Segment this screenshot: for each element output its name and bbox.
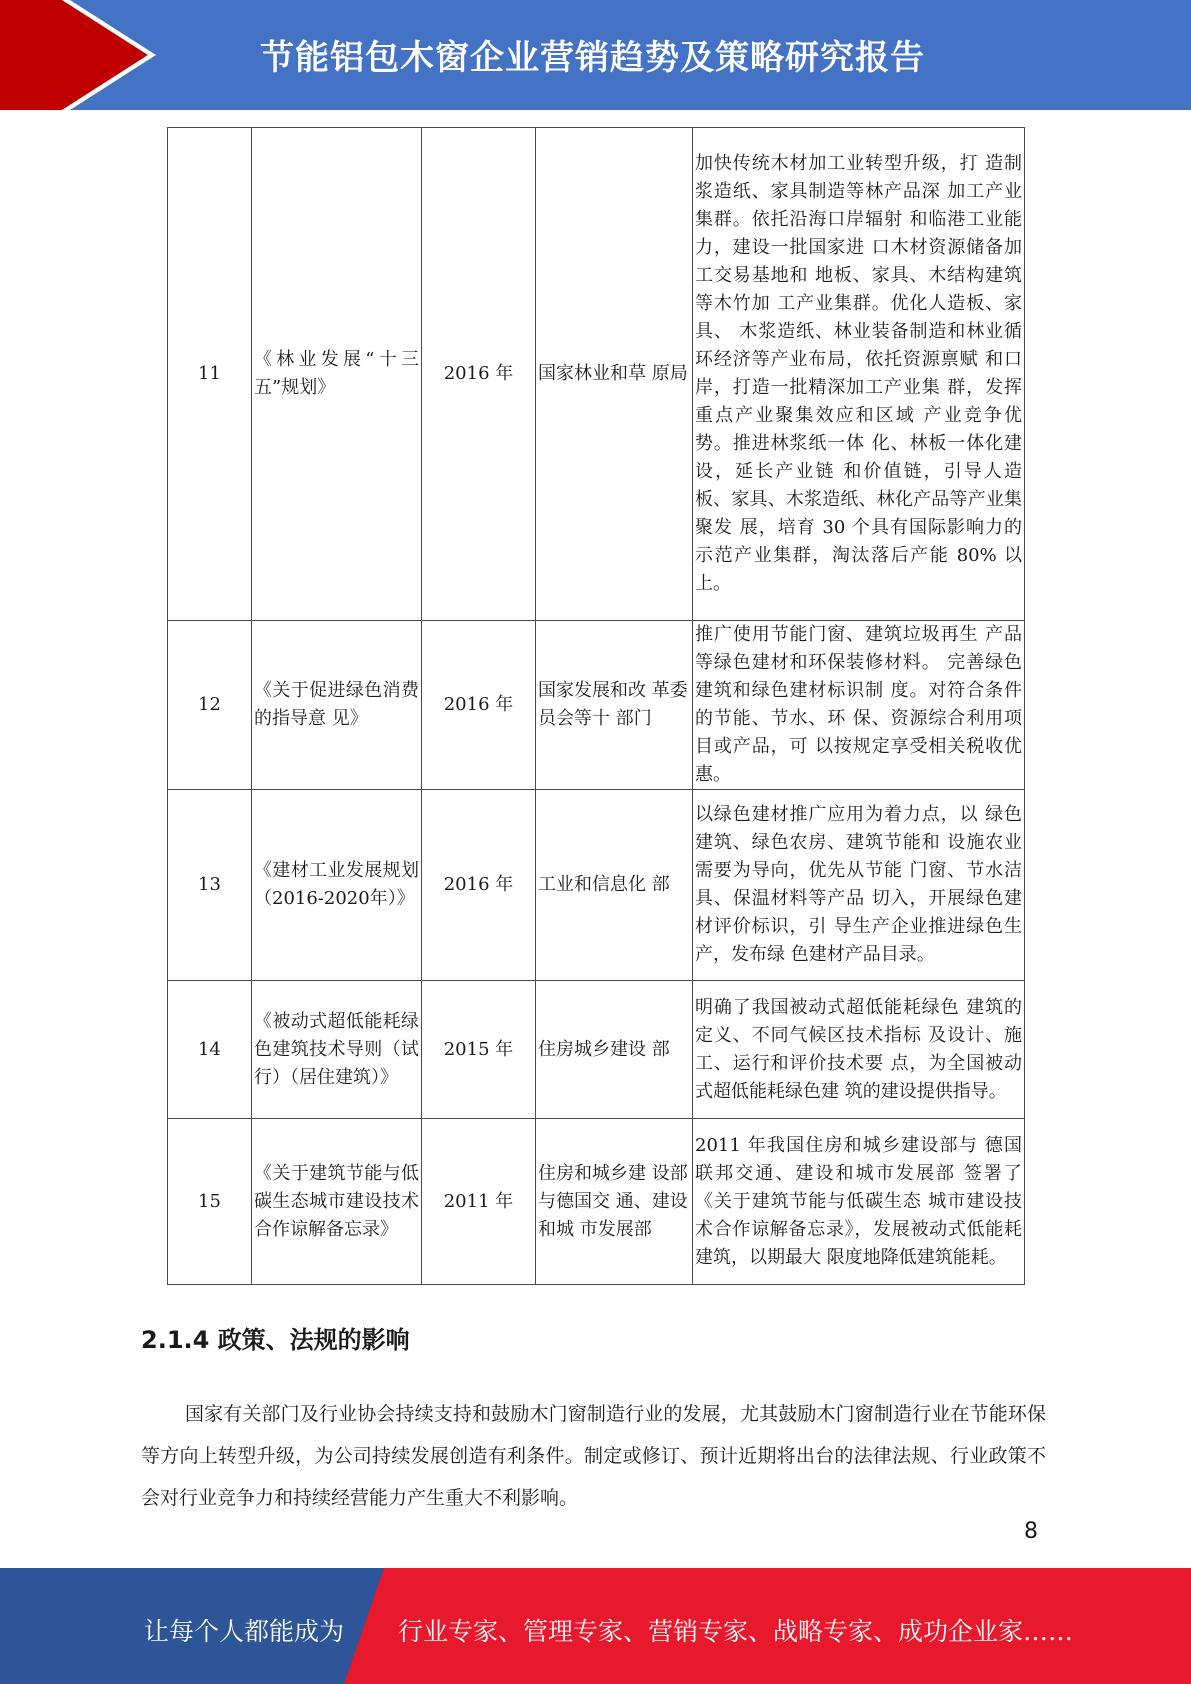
row-number: 13 <box>168 790 252 981</box>
policy-year: 2016 年 <box>422 621 536 790</box>
table-row <box>168 981 1025 1119</box>
policy-content: 以绿色建材推广应用为着力点，以 绿色建筑、绿色农房、建筑节能和 设施农业需要为导向，优先从节能 门窗、节水洁具、保温材料等产品 切入，开展绿色建材评价标识，引 导生产企业推进绿色生产，发布绿 色建材产品目录。 <box>693 790 1025 981</box>
issuing-department: 住房城乡建设 部 <box>536 981 693 1119</box>
policy-name: 《林业发展“十三五”规划》 <box>252 128 422 621</box>
report-title: 节能铝包木窗企业营销趋势及策略研究报告 <box>260 38 925 78</box>
issuing-department: 工业和信息化 部 <box>536 790 693 981</box>
table-row <box>168 128 1025 621</box>
issuing-department: 住房和城乡建 设部与德国交 通、建设和城 市发展部 <box>536 1119 693 1285</box>
footer-slogan-left: 让每个人都能成为 <box>144 1617 345 1646</box>
policy-year: 2015 年 <box>422 981 536 1119</box>
policy-year: 2016 年 <box>422 790 536 981</box>
page-footer <box>0 1568 1191 1684</box>
page-header <box>0 0 1191 110</box>
policy-year: 2016 年 <box>422 128 536 621</box>
row-number: 11 <box>168 128 252 621</box>
policy-name: 《关于建筑节能与低碳生态城市建设技术合作谅解备忘录》 <box>252 1119 422 1285</box>
issuing-department: 国家发展和改 革委员会等十 部门 <box>536 621 693 790</box>
policy-year: 2011 年 <box>422 1119 536 1285</box>
row-number: 15 <box>168 1119 252 1285</box>
issuing-department: 国家林业和草 原局 <box>536 128 693 621</box>
page-number: 8 <box>1024 1519 1038 1544</box>
policy-content: 推广使用节能门窗、建筑垃圾再生 产品等绿色建材和环保装修材料。 完善绿色建筑和绿色建材标识制 度。对符合条件的节能、节水、环 保、资源综合利用项目或产品，可 以按规定享受相关税收优惠。 <box>693 621 1025 790</box>
table-row <box>168 621 1025 790</box>
policy-name: 《建材工业发展规划（2016-2020年）》 <box>252 790 422 981</box>
table-row <box>168 1119 1025 1285</box>
section-heading: 2.1.4 政策、法规的影响 <box>141 1326 410 1354</box>
section-paragraph: 国家有关部门及行业协会持续支持和鼓励木门窗制造行业的发展，尤其鼓励木门窗制造行业在节能环保等方向上转型升级，为公司持续发展创造有利条件。制定或修订、预计近期将出台的法律法规、行业政策不会对行业竞争力和持续经营能力产生重大不利影响。 <box>141 1403 1046 1509</box>
policy-content: 加快传统木材加工业转型升级，打 造制浆造纸、家具制造等林产品深 加工产业集群。依托沿海口岸辐射 和临港工业能力，建设一批国家进 口木材资源储备加工交易基地和 地板、家具、木结构建筑等木竹加 工产业集群。优化人造板、家具、 木浆造纸、林业装备制造和林业循 环经济等产业布局，依托资源禀赋 和口岸，打造一批精深加工产业集 群，发挥重点产业聚集效应和区域 产业竞争优势。推进林浆纸一体 化、林板一体化建设，延长产业链 和价值链，引导人造板、家具、木浆造纸、林化产品等产业集聚发 展，培育 30 个具有国际影响力的 示范产业集群，淘汰落后产能 80% 以上。 <box>693 128 1025 621</box>
row-number: 12 <box>168 621 252 790</box>
footer-slogan-right: 行业专家、管理专家、营销专家、战略专家、成功企业家…… <box>398 1617 1074 1646</box>
policy-name: 《关于促进绿色消费的指导意 见》 <box>252 621 422 790</box>
policy-table <box>167 127 1025 1285</box>
table-row <box>168 790 1025 981</box>
policy-content: 2011 年我国住房和城乡建设部与 德国联邦交通、建设和城市发展部 签署了《关于建筑节能与低碳生态 城市建设技术合作谅解备忘录》，发展被动式低能耗建筑，以期最大 限度地降低建筑能耗。 <box>693 1119 1025 1285</box>
policy-name: 《被动式超低能耗绿色建筑技术导则（试行）（居住建筑）》 <box>252 981 422 1119</box>
row-number: 14 <box>168 981 252 1119</box>
policy-content: 明确了我国被动式超低能耗绿色 建筑的定义、不同气候区技术指标 及设计、施工、运行和评价技术要 点，为全国被动式超低能耗绿色建 筑的建设提供指导。 <box>693 981 1025 1119</box>
